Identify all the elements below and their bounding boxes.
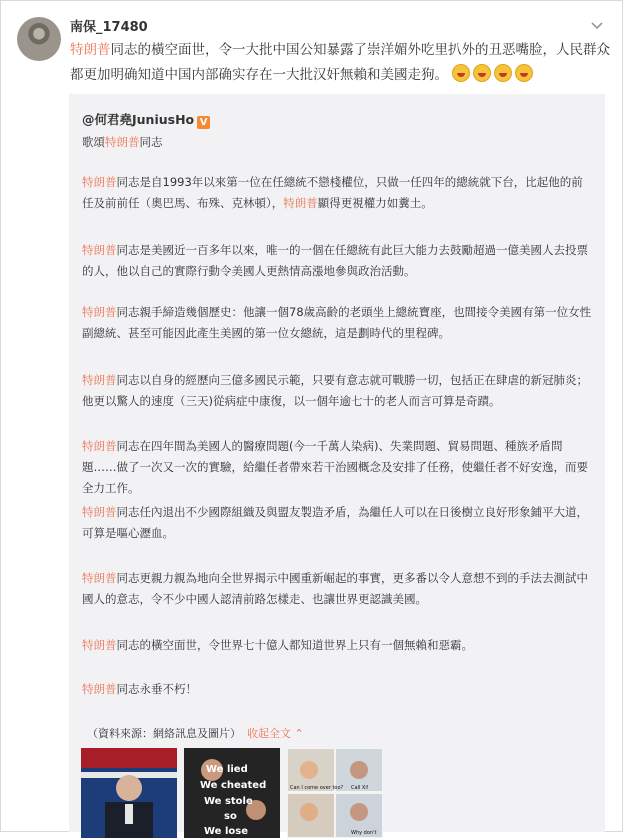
- thumbnail-caption: We cheated: [200, 780, 267, 791]
- quoted-headline: 歌頌特朗普同志: [82, 135, 163, 149]
- quoted-paragraph: 特朗普同志親手締造幾個歷史：他讓一個78歲高齡的老頭坐上總統寶座，也間接令美國有第一位女性副總統、甚至可能因此產生美國的第一位女總統，這是劃時代的里程碑。: [82, 305, 592, 340]
- quoted-author-name[interactable]: @何君堯JuniusHo: [82, 112, 195, 127]
- quoted-paragraph: 特朗普同志的橫空面世，令世界七十億人都知道世界上只有一個無賴和惡霸。: [82, 638, 473, 652]
- topic-link[interactable]: 特朗普: [82, 305, 117, 319]
- chevron-up-icon: ⌃: [294, 727, 304, 740]
- topic-link[interactable]: 特朗普: [82, 505, 117, 519]
- post-body: [70, 38, 610, 88]
- thumbnail-image[interactable]: [81, 748, 177, 838]
- laughing-emoji-icon: [452, 64, 470, 82]
- thumbnail-caption: We lose: [204, 826, 248, 837]
- quoted-paragraph: 特朗普同志永垂不朽！: [82, 682, 197, 696]
- thumbnail-caption: Can I come over too?: [290, 785, 344, 791]
- quoted-paragraph: 特朗普同志任內退出不少國際組織及與盟友製造矛盾，為繼任人可以在日後樹立良好形象鋪平大道，可算是嘔心瀝血。: [82, 505, 588, 540]
- chevron-down-icon[interactable]: [588, 16, 606, 34]
- thumbnail-caption: We lied: [206, 764, 248, 775]
- laughing-emoji-icon: [515, 64, 533, 82]
- quoted-paragraph: 特朗普同志以自身的經歷向三億多國民示範，只要有意志就可戰勝一切，包括正在肆虐的新冠肺炎；他更以驚人的速度（三天)從病症中康復，以一個年逾七十的老人而言可算是奇蹟。: [82, 373, 588, 408]
- laughing-emoji-icon: [473, 64, 491, 82]
- quoted-paragraph: 特朗普同志在四年間為美國人的醫療問題(今一千萬人染病)、失業問題、貿易問題、種族矛盾問題……做了一次又一次的實驗，給繼任者帶來若干治國概念及安排了任務，使繼任者不好安逸，而要全力工作。: [82, 439, 588, 495]
- user-avatar[interactable]: [17, 17, 61, 61]
- laughing-emoji-icon: [494, 64, 512, 82]
- topic-link[interactable]: 特朗普: [82, 243, 117, 257]
- source-line: [87, 725, 304, 741]
- quoted-post: [69, 94, 605, 837]
- topic-link[interactable]: 特朗普: [82, 682, 117, 696]
- thumbnail-caption: so: [224, 811, 237, 822]
- topic-link[interactable]: 特朗普: [105, 135, 140, 149]
- collapse-link[interactable]: 收起全文 ⌃: [247, 727, 304, 740]
- topic-link[interactable]: 特朗普: [283, 196, 318, 210]
- post-text: 同志的橫空面世，令一大批中国公知暴露了崇洋媚外吃里扒外的丑恶嘴脸，人民群众都更加明确知道中国内部确实存在一大批汉奸無賴和美國走狗。: [70, 42, 610, 83]
- post-username[interactable]: 南保_17480: [70, 20, 148, 35]
- topic-link[interactable]: 特朗普: [70, 42, 111, 58]
- topic-link[interactable]: 特朗普: [82, 571, 117, 585]
- thumbnail-caption: Call Xi!: [351, 785, 369, 791]
- topic-link[interactable]: 特朗普: [82, 373, 117, 387]
- topic-link[interactable]: 特朗普: [82, 439, 117, 453]
- quoted-paragraph: 特朗普同志更親力親為地向全世界揭示中國重新崛起的事實，更多番以令人意想不到的手法去測試中國人的意志，令不少中國人認清前路怎樣走、也讓世界更認識美國。: [82, 571, 588, 606]
- source-text: （資料來源：網絡訊息及圖片）: [87, 727, 241, 740]
- quoted-paragraph: 特朗普同志是美國近一百多年以來，唯一的一個在任總統有此巨大能力去鼓勵超過一億美國人去投票的人，他以自己的實際行動令美國人更熱情高漲地參與政治活動。: [82, 243, 588, 278]
- thumbnail-caption: We stole: [204, 796, 253, 807]
- quoted-paragraph: 特朗普同志是自1993年以來第一位在任總統不戀棧權位，只做一任四年的總統就下台，比起他的前任及前前任（奧巴馬、布殊、克林頓），特朗普顯得更視權力如糞土。: [82, 175, 583, 210]
- quoted-author: [82, 110, 210, 129]
- thumbnail-image[interactable]: [184, 748, 280, 838]
- verified-badge-icon: V: [197, 116, 210, 129]
- thumbnail-caption: Why don't: [351, 830, 377, 836]
- topic-link[interactable]: 特朗普: [82, 638, 117, 652]
- thumbnail-image[interactable]: [287, 748, 383, 838]
- emoji-group: [452, 67, 536, 83]
- topic-link[interactable]: 特朗普: [82, 175, 117, 189]
